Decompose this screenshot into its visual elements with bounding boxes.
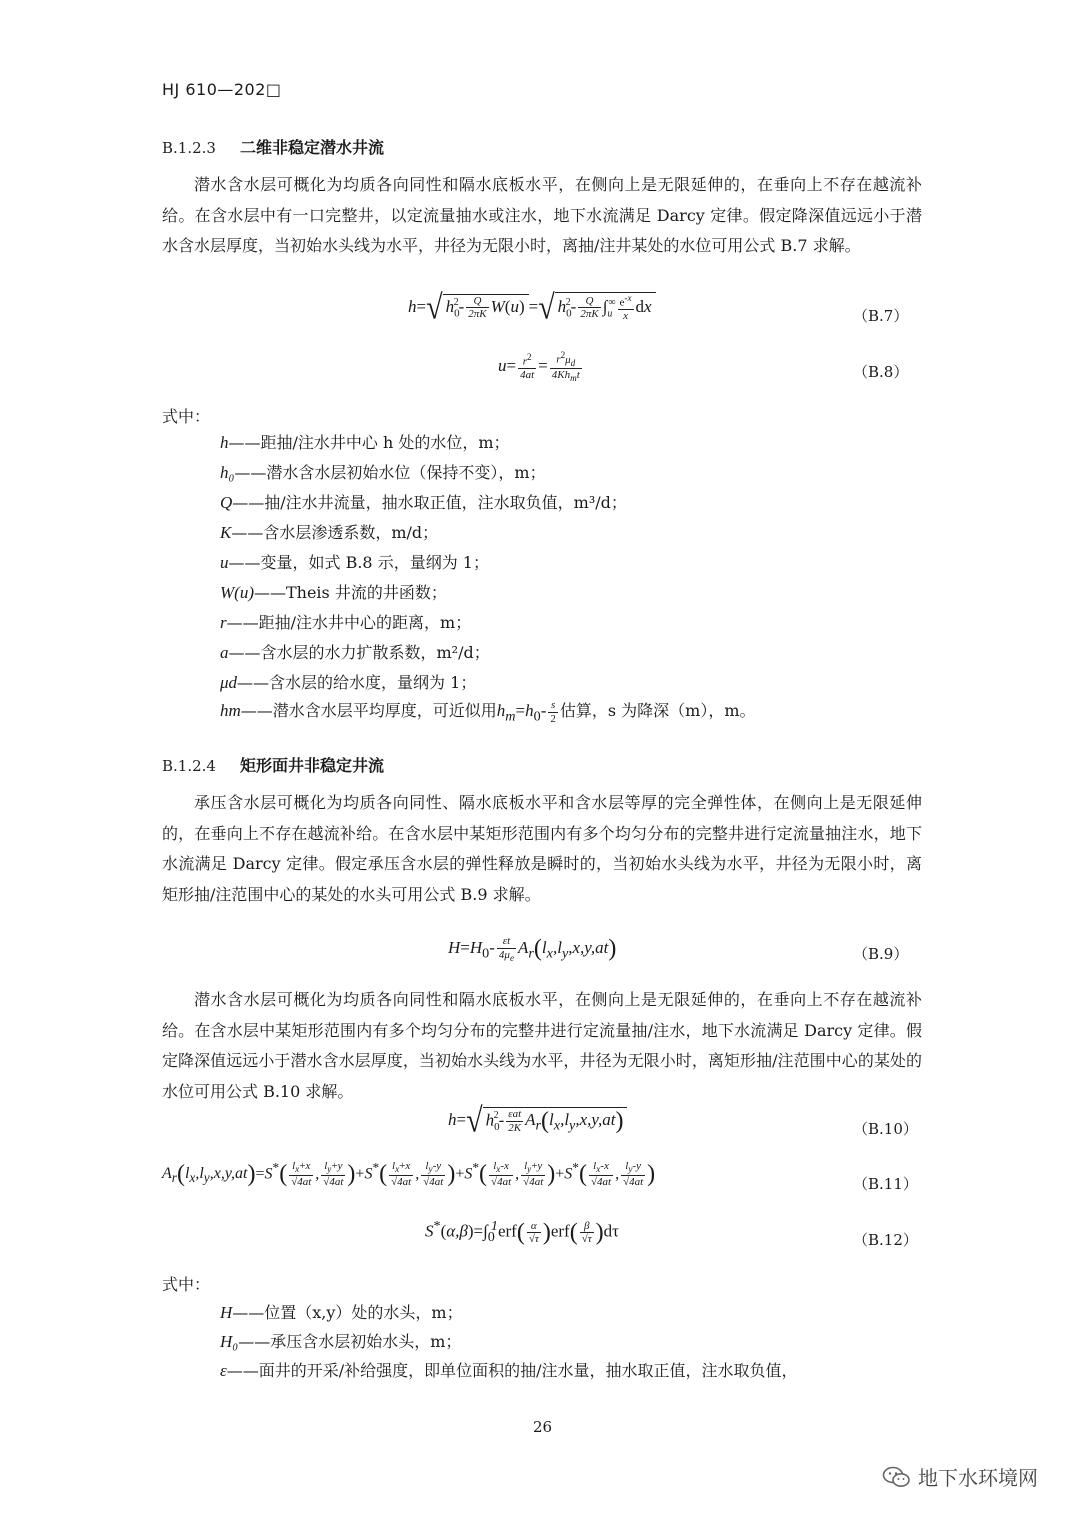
definition-item: K——含水层渗透系数，m/d； <box>220 523 439 542</box>
wechat-icon <box>882 1465 912 1489</box>
paragraph-text: 潜水含水层可概化为均质各向同性和隔水底板水平，在侧向上是无限延伸的，在垂向上不存在越流补给。在含水层中某矩形范围内有多个均匀分布的完整井进行定流量抽/注水，地下水流满足 Darcy 定律。假定降深值远远小于潜水含水层厚度，当初始水头线为水平，井径为无限小时，离矩形抽/注范围中心的某处的水位可用公式 B.10 求解。 <box>162 990 922 1101</box>
section-heading-b123 <box>162 135 384 158</box>
page-number: 26 <box>533 1418 553 1436</box>
equation-number: （B.11） <box>853 1175 918 1193</box>
definition-item-hm: hm——潜水含水层平均厚度，可近似用$h_m=h_0-$ $\frac{s}{2}$ 估算，s 为降深（m），m。 <box>220 698 756 725</box>
paragraph-text: 承压含水层可概化为均质各向同性、隔水底板水平和含水层等厚的完全弹性体，在侧向上是无限延伸的，在垂向上不存在越流补给。在含水层中某矩形范围内有多个均匀分布的完整井进行定流量抽注水，地下水流满足 Darcy 定律。假定承压含水层的弹性释放是瞬时的，当初始水头线为水平，井径为无限小时，离矩形抽/注范围中心的某处的水头可用公式 B.9 求解。 <box>162 793 922 904</box>
definition-item: u——变量，如式 B.8 示，量纲为 1； <box>220 553 489 572</box>
standard-code-header: HJ 610—202□ <box>162 80 282 99</box>
equation-number: （B.12） <box>853 1231 918 1249</box>
formula-b9: $H=H_0-$ $\frac{\varepsilon t}{4\mu_e}$ $A_r(l_x,l_y,x,y,at)$ <box>448 935 617 963</box>
definition-item: h——距抽/注水井中心 h 处的水位，m； <box>220 433 510 452</box>
section-number: B.1.2.4 <box>162 757 216 775</box>
paragraph-2 <box>162 788 922 910</box>
hm-formula: $h_m=h_0-$ $\frac{s}{2}$ <box>496 698 556 725</box>
formula-b11: $A_r(l_x,l_y,x,y,at)=S^*$( $\frac{l_x+x}{√4at}$ , $\frac{l_y+y}{√4at}$ )+S*( $\frac{l_x+x}{√4at}$ , $\frac{l_y-y}{√4at}$ )+S*( $\frac{l_x-x}{√4at}$ , $\frac{l_y+y}{√4at}$ )+S*( $\frac{l_x-x}{√4at}$ , $\frac{l_y-y}{√4at}$ ) <box>162 1160 656 1189</box>
section-title: 二维非稳定潜水井流 <box>240 138 385 157</box>
formula-b8: u= $\frac{r^2}{4at}$ = $\frac{r^2\mu_d}{4Kh_mt}$ <box>498 350 580 384</box>
definition-item: μd——含水层的给水度，量纲为 1； <box>220 673 477 692</box>
where-label: 式中： <box>162 407 211 426</box>
section-title: 矩形面井非稳定井流 <box>240 756 385 775</box>
formula-b12: $S^*(\alpha,\beta)=\int_0^1erf$( $\frac{\alpha}{√\tau}$ )erf( $\frac{\beta}{√\tau}$ )dτ <box>425 1218 620 1246</box>
formula-b10: h=√ $h_0^2-$ $\frac{\text{εat}}{2K}$ $A_r(l_x,l_y,x,y,at)$ <box>448 1106 627 1136</box>
definition-item: W(u)——Theis 井流的井函数； <box>220 583 447 602</box>
equation-number: （B.9） <box>853 945 909 963</box>
paragraph-text: 潜水含水层可概化为均质各向同性和隔水底板水平，在侧向上是无限延伸的，在垂向上不存在越流补给。在含水层中有一口完整井，以定流量抽水或注水，地下水流满足 Darcy 定律。假定降深值远远小于潜水含水层厚度，当初始水头线为水平，井径为无限小时，离抽/注井某处的水位可用公式 B.7 求解。 <box>162 175 922 255</box>
paragraph-1 <box>162 170 922 262</box>
watermark-text: 地下水环境网 <box>918 1466 1038 1490</box>
definition-item: Q——抽/注水井流量，抽水取正值，注水取负值，m³/d； <box>220 493 627 512</box>
watermark <box>882 1462 1038 1491</box>
definition-item: a——含水层的水力扩散系数，m²/d； <box>220 643 490 662</box>
definition-item: h₀——潜水含水层初始水位（保持不变），m； <box>220 463 546 482</box>
equation-number: （B.10） <box>853 1120 918 1138</box>
definition-item: H——位置（x,y）处的水头，m； <box>220 1303 463 1322</box>
definition-item: r——距抽/注水井中心的距离，m； <box>220 613 472 632</box>
definition-item: ε——面井的开采/补给强度，即单位面积的抽/注水量，抽水取正值，注水取负值， <box>220 1361 798 1380</box>
formula-b7: h=√ $h_0^2-$ $\frac{Q}{2\pi K}$ W(u) =√ $h_0^2-$ $\frac{Q}{2\pi K}$ $\int_u^\infty$ $\frac{e^{-x}}{x}$ dx <box>408 292 656 323</box>
section-number: B.1.2.3 <box>162 139 216 157</box>
section-heading-b124 <box>162 753 384 776</box>
equation-number: （B.8） <box>853 363 909 381</box>
definition-item: H₀——承压含水层初始水头，m； <box>220 1332 462 1351</box>
equation-number: （B.7） <box>853 307 909 325</box>
where-label: 式中： <box>162 1275 211 1294</box>
paragraph-3 <box>162 985 922 1107</box>
